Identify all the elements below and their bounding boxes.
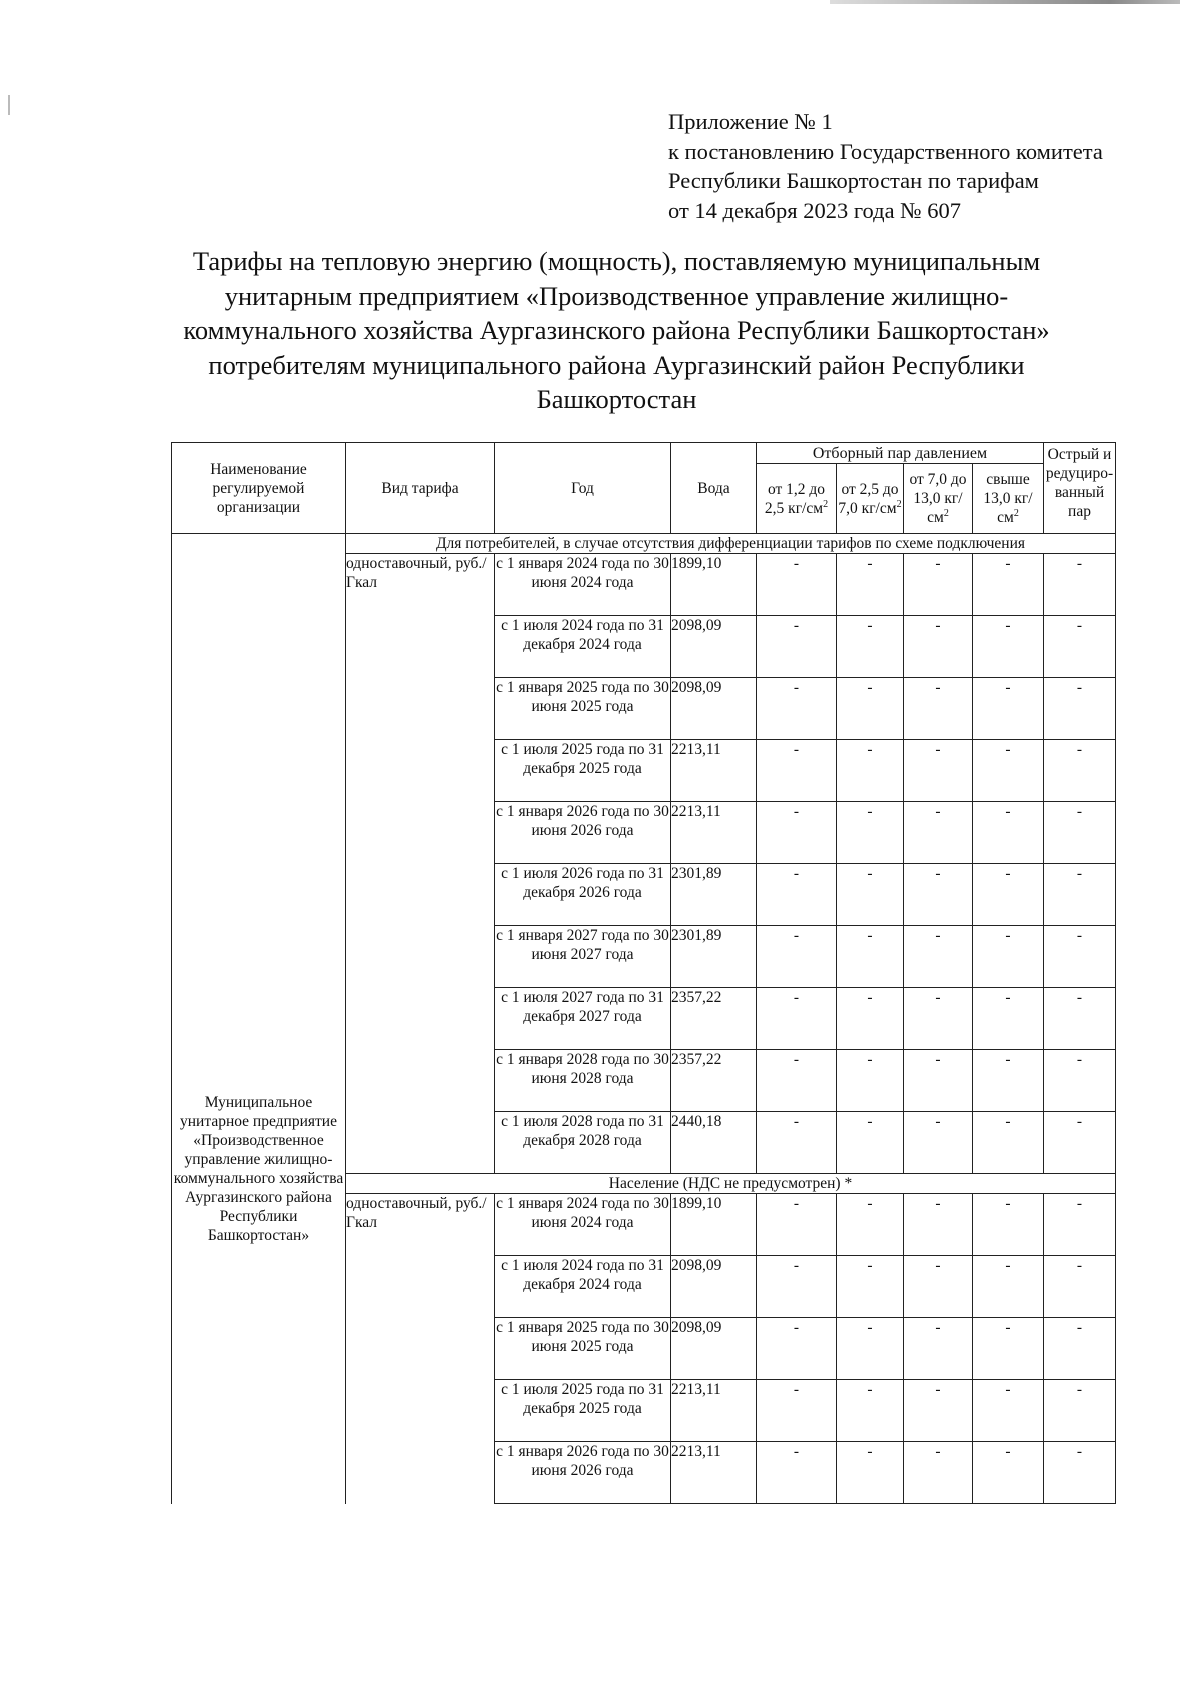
sharp-steam-value: - bbox=[1044, 988, 1116, 1050]
appendix-reference bbox=[668, 107, 1103, 225]
steam-1-2-5-value: - bbox=[757, 1194, 837, 1256]
sharp-steam-value: - bbox=[1044, 1112, 1116, 1174]
steam-7-13-value: - bbox=[904, 926, 973, 988]
header-steam-7-13: от 7,0 до 13,0 $кг/см^2$ bbox=[904, 464, 973, 534]
steam-1-2-5-value: - bbox=[757, 1050, 837, 1112]
steam-7-13-value: - bbox=[904, 802, 973, 864]
steam-7-13-value: - bbox=[904, 1442, 973, 1504]
steam-1-2-5-value: - bbox=[757, 926, 837, 988]
appendix-resolution: к постановлению Государственного комитета bbox=[668, 138, 1103, 164]
steam-over-13-value: - bbox=[973, 926, 1044, 988]
steam-7-13-value: - bbox=[904, 1050, 973, 1112]
steam-1-2-5-value: - bbox=[757, 740, 837, 802]
water-tariff: 2301,89 bbox=[671, 864, 757, 926]
sharp-steam-value: - bbox=[1044, 616, 1116, 678]
period-cell: с 1 января 2028 года по 30 июня 2028 года bbox=[495, 1050, 671, 1112]
header-sharp-steam: Острый и редуциро-ванный пар bbox=[1044, 443, 1116, 534]
org-name: Муниципальное унитарное предприятие «Производственное управление жилищно-коммунального хозяйства Аургазинского района Республики Башкортостан» bbox=[172, 534, 346, 1504]
appendix-authority: Республики Башкортостан по тарифам bbox=[668, 168, 1039, 193]
sharp-steam-value: - bbox=[1044, 1050, 1116, 1112]
period-cell: с 1 июля 2027 года по 31 декабря 2027 года bbox=[495, 988, 671, 1050]
steam-1-2-5-value: - bbox=[757, 802, 837, 864]
sharp-steam-value: - bbox=[1044, 802, 1116, 864]
scan-artifact bbox=[830, 0, 1180, 4]
title-line: потребителям муниципального района Аургазинский район Республики bbox=[208, 349, 1025, 380]
steam-1-2-5-value: - bbox=[757, 616, 837, 678]
steam-over-13-value: - bbox=[973, 1380, 1044, 1442]
steam-7-13-value: - bbox=[904, 1112, 973, 1174]
water-tariff: 2301,89 bbox=[671, 926, 757, 988]
steam-over-13-value: - bbox=[973, 1256, 1044, 1318]
sharp-steam-value: - bbox=[1044, 926, 1116, 988]
period-cell: с 1 июля 2025 года по 31 декабря 2025 года bbox=[495, 740, 671, 802]
steam-2-5-7-value: - bbox=[837, 1318, 904, 1380]
period-cell: с 1 января 2026 года по 30 июня 2026 года bbox=[495, 802, 671, 864]
steam-7-13-value: - bbox=[904, 616, 973, 678]
steam-over-13-value: - bbox=[973, 1112, 1044, 1174]
header-year: Год bbox=[495, 443, 671, 534]
steam-2-5-7-value: - bbox=[837, 988, 904, 1050]
steam-over-13-value: - bbox=[973, 740, 1044, 802]
period-cell: с 1 июля 2025 года по 31 декабря 2025 года bbox=[495, 1380, 671, 1442]
sharp-steam-value: - bbox=[1044, 1318, 1116, 1380]
steam-1-2-5-value: - bbox=[757, 1380, 837, 1442]
header-steam-1-2-5: от 1,2 до 2,5 $кг/см^2$ bbox=[757, 464, 837, 534]
period-cell: с 1 января 2026 года по 30 июня 2026 года bbox=[495, 1442, 671, 1504]
steam-over-13-value: - bbox=[973, 1194, 1044, 1256]
header-water: Вода bbox=[671, 443, 757, 534]
title-line: коммунального хозяйства Аургазинского района Республики Башкортостан» bbox=[183, 315, 1050, 345]
steam-7-13-value: - bbox=[904, 678, 973, 740]
period-cell: с 1 января 2024 года по 30 июня 2024 года bbox=[495, 554, 671, 616]
header-steam-2-5-7: от 2,5 до 7,0 $кг/см^2$ bbox=[837, 464, 904, 534]
steam-over-13-value: - bbox=[973, 988, 1044, 1050]
steam-7-13-value: - bbox=[904, 864, 973, 926]
steam-2-5-7-value: - bbox=[837, 926, 904, 988]
steam-2-5-7-value: - bbox=[837, 740, 904, 802]
steam-2-5-7-value: - bbox=[837, 802, 904, 864]
steam-over-13-value: - bbox=[973, 1318, 1044, 1380]
water-tariff: 1899,10 bbox=[671, 1194, 757, 1256]
steam-over-13-value: - bbox=[973, 1050, 1044, 1112]
sharp-steam-value: - bbox=[1044, 740, 1116, 802]
sharp-steam-value: - bbox=[1044, 1442, 1116, 1504]
steam-1-2-5-value: - bbox=[757, 988, 837, 1050]
tariff-type: одноставочный, руб./Гкал bbox=[346, 554, 495, 1174]
steam-7-13-value: - bbox=[904, 988, 973, 1050]
steam-1-2-5-value: - bbox=[757, 1318, 837, 1380]
steam-7-13-value: - bbox=[904, 1318, 973, 1380]
appendix-number: Приложение № 1 bbox=[668, 109, 833, 134]
water-tariff: 2357,22 bbox=[671, 988, 757, 1050]
water-tariff: 2098,09 bbox=[671, 1318, 757, 1380]
title-line: унитарным предприятием «Производственное управление жилищно- bbox=[224, 280, 1009, 311]
water-tariff: 2098,09 bbox=[671, 1256, 757, 1318]
steam-over-13-value: - bbox=[973, 864, 1044, 926]
steam-1-2-5-value: - bbox=[757, 1256, 837, 1318]
header-tariff-type: Вид тарифа bbox=[346, 443, 495, 534]
steam-2-5-7-value: - bbox=[837, 678, 904, 740]
water-tariff: 1899,10 bbox=[671, 554, 757, 616]
steam-1-2-5-value: - bbox=[757, 1112, 837, 1174]
section-title: Для потребителей, в случае отсутствия дифференциации тарифов по схеме подключения bbox=[346, 534, 1116, 554]
steam-7-13-value: - bbox=[904, 1194, 973, 1256]
steam-over-13-value: - bbox=[973, 678, 1044, 740]
steam-7-13-value: - bbox=[904, 1380, 973, 1442]
water-tariff: 2213,11 bbox=[671, 1442, 757, 1504]
water-tariff: 2213,11 bbox=[671, 740, 757, 802]
sharp-steam-value: - bbox=[1044, 1256, 1116, 1318]
steam-2-5-7-value: - bbox=[837, 864, 904, 926]
steam-1-2-5-value: - bbox=[757, 864, 837, 926]
steam-over-13-value: - bbox=[973, 1442, 1044, 1504]
water-tariff: 2213,11 bbox=[671, 1380, 757, 1442]
title-line: Башкортостан bbox=[536, 384, 697, 414]
steam-1-2-5-value: - bbox=[757, 678, 837, 740]
sharp-steam-value: - bbox=[1044, 864, 1116, 926]
steam-1-2-5-value: - bbox=[757, 554, 837, 616]
header-steam-over-13: свыше 13,0 $кг/см^2$ bbox=[973, 464, 1044, 534]
period-cell: с 1 января 2025 года по 30 июня 2025 года bbox=[495, 678, 671, 740]
water-tariff: 2098,09 bbox=[671, 616, 757, 678]
steam-2-5-7-value: - bbox=[837, 1442, 904, 1504]
period-cell: с 1 июля 2024 года по 31 декабря 2024 года bbox=[495, 1256, 671, 1318]
steam-2-5-7-value: - bbox=[837, 1112, 904, 1174]
scan-artifact bbox=[8, 95, 10, 115]
appendix-date: от 14 декабря 2023 года № 607 bbox=[668, 197, 962, 223]
steam-7-13-value: - bbox=[904, 1256, 973, 1318]
sharp-steam-value: - bbox=[1044, 1194, 1116, 1256]
steam-2-5-7-value: - bbox=[837, 616, 904, 678]
period-cell: с 1 июля 2028 года по 31 декабря 2028 года bbox=[495, 1112, 671, 1174]
tariff-type: одноставочный, руб./Гкал bbox=[346, 1194, 495, 1504]
steam-over-13-value: - bbox=[973, 616, 1044, 678]
header-org: Наименование регулируемой организации bbox=[172, 443, 346, 534]
steam-1-2-5-value: - bbox=[757, 1442, 837, 1504]
water-tariff: 2213,11 bbox=[671, 802, 757, 864]
header-steam-group: Отборный пар давлением bbox=[757, 443, 1044, 464]
steam-7-13-value: - bbox=[904, 554, 973, 616]
steam-over-13-value: - bbox=[973, 802, 1044, 864]
steam-2-5-7-value: - bbox=[837, 1050, 904, 1112]
section-title: Население (НДС не предусмотрен) * bbox=[346, 1174, 1116, 1194]
period-cell: с 1 июля 2024 года по 31 декабря 2024 года bbox=[495, 616, 671, 678]
title-line: Тарифы на тепловую энергию (мощность), поставляемую муниципальным bbox=[192, 246, 1041, 276]
water-tariff: 2440,18 bbox=[671, 1112, 757, 1174]
tariff-table bbox=[171, 442, 1116, 1504]
steam-over-13-value: - bbox=[973, 554, 1044, 616]
document-title bbox=[150, 244, 1083, 417]
steam-7-13-value: - bbox=[904, 740, 973, 802]
steam-2-5-7-value: - bbox=[837, 1256, 904, 1318]
steam-2-5-7-value: - bbox=[837, 1380, 904, 1442]
steam-2-5-7-value: - bbox=[837, 554, 904, 616]
sharp-steam-value: - bbox=[1044, 678, 1116, 740]
period-cell: с 1 января 2025 года по 30 июня 2025 года bbox=[495, 1318, 671, 1380]
period-cell: с 1 января 2027 года по 30 июня 2027 года bbox=[495, 926, 671, 988]
water-tariff: 2357,22 bbox=[671, 1050, 757, 1112]
period-cell: с 1 января 2024 года по 30 июня 2024 года bbox=[495, 1194, 671, 1256]
water-tariff: 2098,09 bbox=[671, 678, 757, 740]
period-cell: с 1 июля 2026 года по 31 декабря 2026 года bbox=[495, 864, 671, 926]
sharp-steam-value: - bbox=[1044, 554, 1116, 616]
steam-2-5-7-value: - bbox=[837, 1194, 904, 1256]
sharp-steam-value: - bbox=[1044, 1380, 1116, 1442]
